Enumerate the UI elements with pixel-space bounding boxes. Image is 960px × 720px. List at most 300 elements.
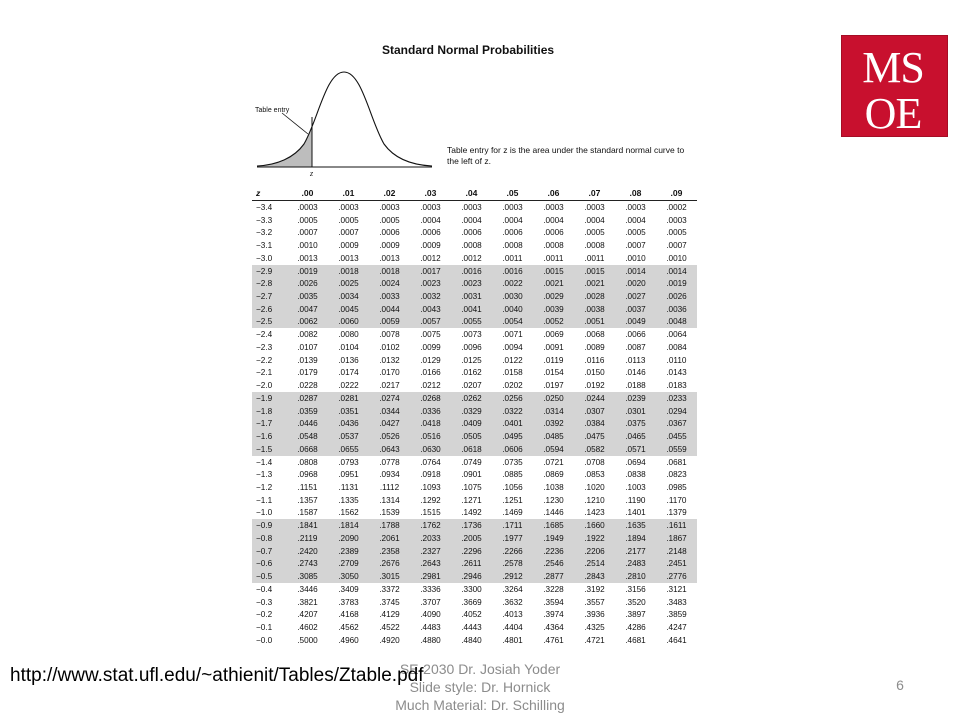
probability-cell: .3050	[338, 572, 359, 582]
probability-cell: .0668	[297, 444, 318, 454]
probability-cell: .4602	[297, 623, 318, 633]
probability-cell: .3372	[379, 584, 400, 594]
table-row	[252, 417, 697, 430]
probability-cell: .0901	[461, 470, 482, 480]
table-header-row	[252, 186, 697, 201]
table-row	[252, 583, 697, 596]
probability-cell: .3409	[338, 584, 359, 594]
probability-cell: .0021	[584, 279, 605, 289]
probability-cell: .0968	[297, 470, 318, 480]
probability-cell: .0030	[502, 292, 523, 301]
probability-cell: .0014	[625, 266, 646, 276]
probability-cell: .2946	[461, 572, 482, 582]
probability-cell: .0011	[584, 253, 605, 263]
table-row	[252, 201, 697, 214]
z-value-cell: z	[256, 188, 261, 198]
probability-cell: .0021	[543, 279, 564, 289]
table-row	[252, 545, 697, 558]
table-row	[252, 596, 697, 609]
entry-pointer	[282, 113, 308, 134]
probability-cell: .0838	[625, 470, 646, 480]
probability-cell: .5000	[297, 635, 318, 645]
z-value-cell: −1.0	[256, 508, 273, 518]
probability-cell: .0004	[420, 215, 441, 225]
probability-cell: .2033	[420, 533, 441, 543]
source-url-link[interactable]: http://www.stat.ufl.edu/~athienit/Tables/Ztable.pdf	[10, 665, 424, 686]
credit-line: Much Material: Dr. Schilling	[395, 697, 565, 713]
probability-cell: .1020	[584, 483, 605, 493]
probability-cell: .0793	[338, 457, 359, 467]
table-row	[252, 634, 697, 647]
probability-cell: .07	[588, 188, 601, 198]
svg-text:OE: OE	[864, 89, 922, 136]
probability-cell: .0154	[543, 368, 564, 378]
probability-cell: .09	[670, 188, 683, 198]
probability-cell: .0004	[584, 215, 605, 225]
probability-cell: .0006	[379, 228, 400, 238]
probability-cell: .0329	[461, 406, 482, 416]
probability-cell: .0075	[420, 330, 441, 340]
probability-cell: .1151	[297, 483, 318, 493]
probability-cell: .0505	[461, 432, 482, 442]
probability-cell: .0559	[666, 444, 687, 454]
probability-cell: .0026	[666, 292, 687, 301]
probability-cell: .1949	[543, 533, 564, 543]
z-value-cell: −2.8	[256, 279, 273, 289]
probability-cell: .0007	[625, 241, 646, 251]
probability-cell: .1635	[625, 521, 646, 531]
probability-cell: .0008	[584, 241, 605, 251]
probability-cell: .0087	[625, 342, 646, 352]
z-value-cell: −1.7	[256, 419, 273, 429]
z-value-cell: −0.4	[256, 584, 273, 594]
table-caption: Table entry for z is the area under the standard normal curve to the left of z.	[447, 145, 685, 166]
probability-cell: .0336	[420, 406, 441, 416]
probability-cell: .0091	[543, 342, 564, 352]
probability-cell: .1894	[625, 533, 646, 543]
probability-cell: .0735	[502, 457, 523, 467]
table-row	[252, 532, 697, 545]
probability-cell: .0808	[297, 457, 318, 467]
probability-cell: .0008	[502, 241, 523, 251]
probability-cell: .0003	[543, 202, 564, 212]
probability-cell: .0003	[379, 202, 400, 212]
probability-cell: .0032	[420, 292, 441, 301]
probability-cell: .1131	[338, 483, 359, 493]
probability-cell: .0446	[297, 419, 318, 429]
probability-cell: .0122	[502, 355, 523, 365]
probability-cell: .3783	[338, 597, 359, 607]
z-value-cell: −0.2	[256, 610, 273, 620]
probability-cell: .0078	[379, 330, 400, 340]
probability-cell: .0006	[461, 228, 482, 238]
probability-cell: .2546	[543, 559, 564, 569]
probability-cell: .0136	[338, 355, 359, 365]
probability-cell: .0003	[338, 202, 359, 212]
probability-cell: .0096	[461, 342, 482, 352]
probability-cell: .1446	[543, 508, 564, 518]
probability-cell: .1314	[379, 495, 400, 505]
probability-cell: .0409	[461, 419, 482, 429]
probability-cell: .1788	[379, 521, 400, 531]
probability-cell: .0110	[666, 355, 687, 365]
probability-cell: .1660	[584, 521, 605, 531]
probability-cell: .0375	[625, 419, 646, 429]
probability-cell: .4364	[543, 623, 564, 633]
z-value-cell: −2.2	[256, 355, 273, 365]
probability-cell: .0823	[666, 470, 687, 480]
probability-cell: .2776	[666, 572, 687, 582]
probability-cell: .0019	[297, 266, 318, 276]
probability-cell: .0008	[543, 241, 564, 251]
probability-cell: .00	[301, 188, 314, 198]
probability-cell: .1423	[584, 508, 605, 518]
z-value-cell: −2.1	[256, 368, 273, 378]
probability-cell: .0051	[584, 317, 605, 327]
probability-cell: .2810	[625, 572, 646, 582]
probability-cell: .1357	[297, 495, 318, 505]
probability-cell: .4641	[666, 635, 687, 645]
z-value-cell: −3.2	[256, 228, 273, 238]
probability-cell: .1515	[420, 508, 441, 518]
probability-cell: .2266	[502, 546, 523, 556]
probability-cell: .0188	[625, 381, 646, 391]
probability-cell: .0281	[338, 393, 359, 403]
probability-cell: .0934	[379, 470, 400, 480]
probability-cell: .0359	[297, 406, 318, 416]
probability-cell: .0010	[666, 253, 687, 263]
probability-cell: .3156	[625, 584, 646, 594]
z-value-cell: −1.3	[256, 470, 273, 480]
table-row	[252, 430, 697, 443]
probability-cell: .0918	[420, 470, 441, 480]
z-value-cell: −3.3	[256, 215, 273, 225]
probability-cell: .4880	[420, 635, 441, 645]
probability-cell: .0005	[338, 215, 359, 225]
probability-cell: .0401	[502, 419, 523, 429]
probability-cell: .0004	[502, 215, 523, 225]
probability-cell: .0039	[543, 304, 564, 314]
probability-cell: .0013	[338, 253, 359, 263]
probability-cell: .4920	[379, 635, 400, 645]
table-row	[252, 277, 697, 290]
probability-cell: .0034	[338, 292, 359, 301]
probability-cell: .0003	[584, 202, 605, 212]
probability-cell: .0526	[379, 432, 400, 442]
z-value-cell: −2.5	[256, 317, 273, 327]
probability-cell: .0006	[420, 228, 441, 238]
table-title: Standard Normal Probabilities	[382, 43, 555, 57]
probability-cell: .2090	[338, 533, 359, 543]
probability-cell: .2061	[379, 533, 400, 543]
probability-cell: .0853	[584, 470, 605, 480]
credit-line: SE-2030 Dr. Josiah Yoder	[399, 661, 561, 677]
table-row	[252, 367, 697, 380]
probability-cell: .0005	[625, 228, 646, 238]
probability-cell: .0064	[666, 330, 687, 340]
probability-cell: .1587	[297, 508, 318, 518]
probability-cell: .0212	[420, 381, 441, 391]
probability-cell: .0174	[338, 368, 359, 378]
probability-cell: .0003	[666, 215, 687, 225]
probability-cell: .0301	[625, 406, 646, 416]
probability-cell: .3192	[584, 584, 605, 594]
probability-cell: .3446	[297, 584, 318, 594]
probability-cell: .2514	[584, 559, 605, 569]
probability-cell: .0018	[379, 266, 400, 276]
probability-cell: .0013	[297, 253, 318, 263]
probability-cell: .0082	[297, 330, 318, 340]
probability-cell: .0023	[420, 279, 441, 289]
probability-cell: .0548	[297, 432, 318, 442]
probability-cell: .0018	[338, 266, 359, 276]
table-row	[252, 481, 697, 494]
bell-curve	[257, 72, 432, 166]
probability-cell: .3336	[420, 584, 441, 594]
probability-cell: .1562	[338, 508, 359, 518]
probability-cell: .0022	[502, 279, 523, 289]
probability-cell: .1093	[420, 483, 441, 493]
probability-cell: .0060	[338, 317, 359, 327]
probability-cell: .3483	[666, 597, 687, 607]
probability-cell: .2236	[543, 546, 564, 556]
probability-cell: .1814	[338, 521, 359, 531]
probability-cell: .0244	[584, 393, 605, 403]
probability-cell: .2148	[666, 546, 687, 556]
table-row	[252, 507, 697, 520]
probability-cell: .1922	[584, 533, 605, 543]
probability-cell: .4090	[420, 610, 441, 620]
probability-cell: .0026	[297, 279, 318, 289]
probability-cell: .0192	[584, 381, 605, 391]
z-value-cell: −2.6	[256, 304, 273, 314]
z-value-cell: −2.3	[256, 342, 273, 352]
probability-cell: .0003	[625, 202, 646, 212]
probability-cell: .4840	[461, 635, 482, 645]
probability-cell: .0080	[338, 330, 359, 340]
probability-cell: .0041	[461, 304, 482, 314]
probability-cell: .0089	[584, 342, 605, 352]
probability-cell: .1112	[379, 483, 400, 493]
probability-cell: .0048	[666, 317, 687, 327]
probability-cell: .0150	[584, 368, 605, 378]
probability-cell: .1335	[338, 495, 359, 505]
probability-cell: .0475	[584, 432, 605, 442]
probability-cell: .1038	[543, 483, 564, 493]
probability-cell: .1251	[502, 495, 523, 505]
z-label: z	[310, 169, 314, 178]
probability-cell: .0778	[379, 457, 400, 467]
probability-cell: .0146	[625, 368, 646, 378]
probability-cell: .0314	[543, 406, 564, 416]
probability-cell: .0455	[666, 432, 687, 442]
probability-cell: .0465	[625, 432, 646, 442]
probability-cell: .04	[465, 188, 478, 198]
probability-cell: .0351	[338, 406, 359, 416]
probability-cell: .2483	[625, 559, 646, 569]
probability-cell: .3264	[502, 584, 523, 594]
probability-cell: .2119	[297, 533, 318, 543]
probability-cell: .2296	[461, 546, 482, 556]
probability-cell: .0028	[584, 292, 605, 301]
probability-cell: .3228	[543, 584, 564, 594]
probability-cell: .0129	[420, 355, 441, 365]
probability-cell: .0010	[625, 253, 646, 263]
probability-cell: .1736	[461, 521, 482, 531]
z-value-cell: −0.1	[256, 623, 273, 633]
probability-cell: .4129	[379, 610, 400, 620]
probability-cell: .0262	[461, 393, 482, 403]
probability-cell: .1401	[625, 508, 646, 518]
table-row	[252, 265, 697, 278]
probability-cell: .0047	[297, 304, 318, 314]
probability-cell: .01	[342, 188, 355, 198]
probability-cell: .1611	[666, 521, 687, 531]
probability-cell: .1056	[502, 483, 523, 493]
probability-cell: .0594	[543, 444, 564, 454]
table-row	[252, 252, 697, 265]
probability-cell: .0012	[420, 253, 441, 263]
probability-cell: .0287	[297, 393, 318, 403]
table-row	[252, 354, 697, 367]
probability-cell: .0004	[543, 215, 564, 225]
probability-cell: .0606	[502, 444, 523, 454]
probability-cell: .0268	[420, 393, 441, 403]
probability-cell: .4681	[625, 635, 646, 645]
probability-cell: .0495	[502, 432, 523, 442]
probability-cell: .0017	[420, 266, 441, 276]
table-row	[252, 379, 697, 392]
probability-cell: .0951	[338, 470, 359, 480]
probability-cell: .3085	[297, 572, 318, 582]
probability-cell: .0202	[502, 381, 523, 391]
table-row	[252, 609, 697, 622]
probability-cell: .0170	[379, 368, 400, 378]
probability-cell: .2643	[420, 559, 441, 569]
probability-cell: .4443	[461, 623, 482, 633]
table-row	[252, 494, 697, 507]
probability-cell: .0059	[379, 317, 400, 327]
probability-cell: .2709	[338, 559, 359, 569]
probability-cell: .0681	[666, 457, 687, 467]
probability-cell: .4286	[625, 623, 646, 633]
probability-cell: .0132	[379, 355, 400, 365]
probability-cell: .1003	[625, 483, 646, 493]
probability-cell: .0020	[625, 279, 646, 289]
probability-cell: .0037	[625, 304, 646, 314]
z-value-cell: −1.6	[256, 432, 273, 442]
probability-cell: .4247	[666, 623, 687, 633]
probability-cell: .2578	[502, 559, 523, 569]
probability-cell: .4052	[461, 610, 482, 620]
probability-cell: .0655	[338, 444, 359, 454]
z-table	[252, 186, 697, 647]
probability-cell: .0002	[666, 202, 687, 212]
probability-cell: .0643	[379, 444, 400, 454]
probability-cell: .1230	[543, 495, 564, 505]
probability-cell: .0049	[625, 317, 646, 327]
probability-cell: .0104	[338, 342, 359, 352]
z-value-cell: −1.1	[256, 495, 273, 505]
probability-cell: .0207	[461, 381, 482, 391]
table-row	[252, 239, 697, 252]
probability-cell: .0250	[543, 393, 564, 403]
probability-cell: .1711	[502, 521, 523, 531]
probability-cell: .1977	[502, 533, 523, 543]
z-value-cell: −1.8	[256, 406, 273, 416]
probability-cell: .02	[383, 188, 396, 198]
probability-cell: .2177	[625, 546, 646, 556]
probability-cell: .0985	[666, 483, 687, 493]
msoe-logo-mark	[842, 36, 947, 136]
probability-cell: .0031	[461, 292, 482, 301]
probability-cell: .1841	[297, 521, 318, 531]
z-value-cell: −1.5	[256, 444, 273, 454]
table-row	[252, 443, 697, 456]
probability-cell: .0113	[625, 355, 646, 365]
probability-cell: .0016	[502, 266, 523, 276]
table-row	[252, 392, 697, 405]
probability-cell: .0764	[420, 457, 441, 467]
probability-cell: .2843	[584, 572, 605, 582]
probability-cell: .0038	[584, 304, 605, 314]
probability-cell: .0239	[625, 393, 646, 403]
probability-cell: .4404	[502, 623, 523, 633]
probability-cell: .2206	[584, 546, 605, 556]
probability-cell: .0322	[502, 406, 523, 416]
probability-cell: .0384	[584, 419, 605, 429]
table-row	[252, 405, 697, 418]
probability-cell: .2389	[338, 546, 359, 556]
probability-cell: .0344	[379, 406, 400, 416]
probability-cell: .0005	[666, 228, 687, 238]
probability-cell: .0274	[379, 393, 400, 403]
probability-cell: .2912	[502, 572, 523, 582]
probability-cell: .3632	[502, 597, 523, 607]
probability-cell: .0183	[666, 381, 687, 391]
credit-line: Slide style: Dr. Hornick	[409, 679, 551, 695]
probability-cell: .2676	[379, 559, 400, 569]
table-row	[252, 621, 697, 634]
probability-cell: .0116	[584, 355, 605, 365]
table-row	[252, 303, 697, 316]
probability-cell: .3936	[584, 610, 605, 620]
probability-cell: .2005	[461, 533, 482, 543]
probability-cell: .0222	[338, 381, 359, 391]
normal-curve-diagram	[252, 62, 442, 182]
probability-cell: .0009	[338, 241, 359, 251]
probability-cell: .08	[629, 188, 642, 198]
probability-cell: .0035	[297, 292, 318, 301]
probability-cell: .0749	[461, 457, 482, 467]
z-value-cell: −0.8	[256, 533, 273, 543]
z-value-cell: −0.6	[256, 559, 273, 569]
z-value-cell: −3.4	[256, 202, 273, 212]
table-row	[252, 328, 697, 341]
probability-cell: .0025	[338, 279, 359, 289]
probability-cell: .0003	[420, 202, 441, 212]
probability-cell: .1379	[666, 508, 687, 518]
probability-cell: .0052	[543, 317, 564, 327]
z-value-cell: −0.5	[256, 572, 273, 582]
probability-cell: .0015	[543, 266, 564, 276]
z-value-cell: −3.0	[256, 253, 273, 263]
probability-cell: .0013	[379, 253, 400, 263]
probability-cell: .4207	[297, 610, 318, 620]
probability-cell: .0007	[297, 228, 318, 238]
probability-cell: .0071	[502, 330, 523, 340]
probability-cell: .0094	[502, 342, 523, 352]
